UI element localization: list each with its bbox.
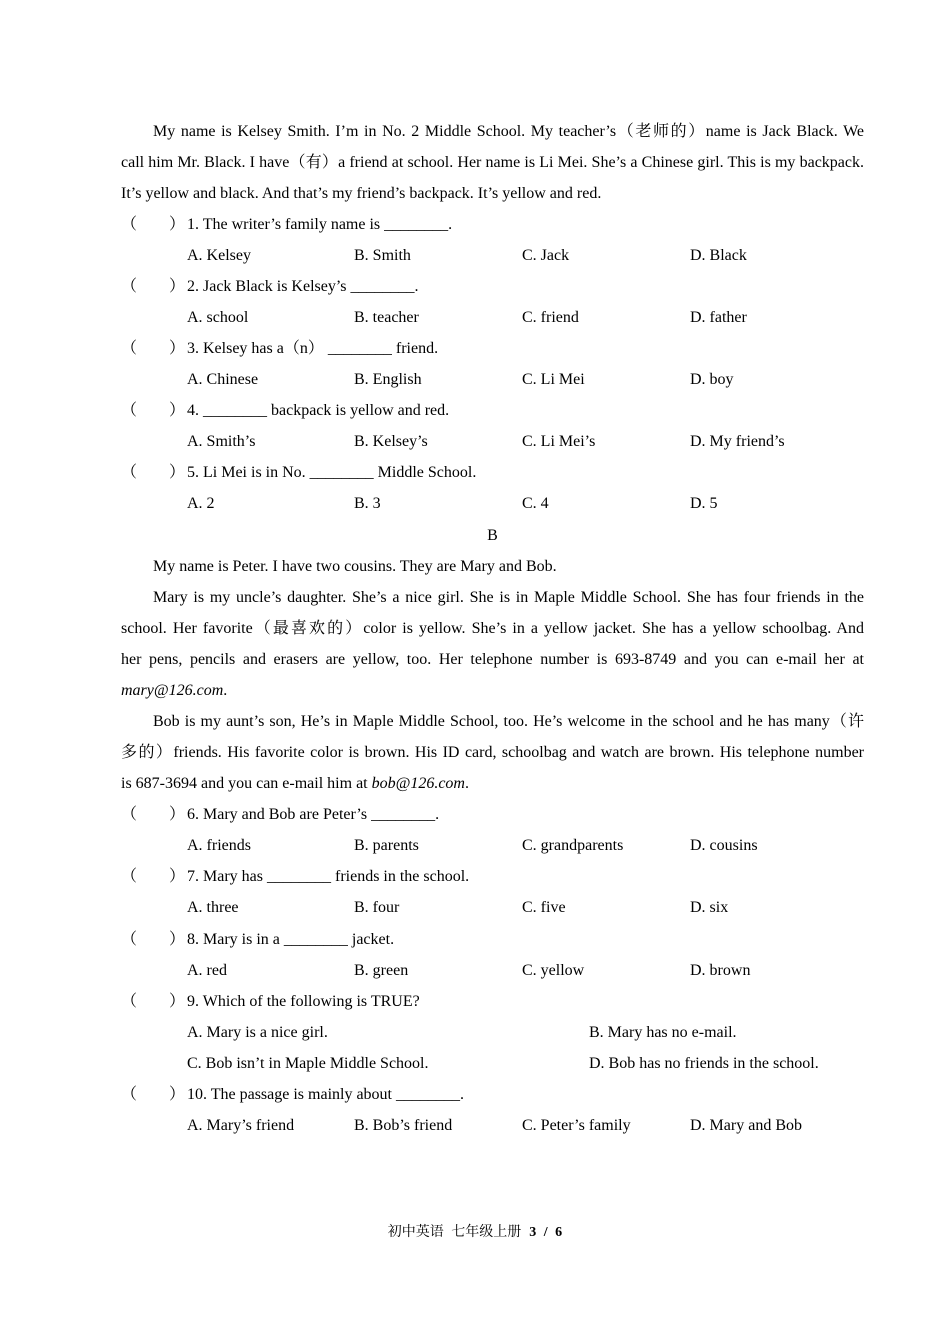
option-d: D. brown [690,961,751,979]
question-stem: 5. Li Mei is in No. ________ Middle School. [187,464,477,482]
option-c: C. five [522,899,566,917]
question-stem: 6. Mary and Bob are Peter’s ________. [187,806,440,824]
option-c: C. Li Mei’s [522,433,596,451]
question-5-options [121,488,864,519]
option-b: B. green [354,961,409,979]
question-5 [121,457,864,488]
option-c: C. grandparents [522,837,624,855]
question-9 [121,986,864,1017]
option-a: A. three [187,899,239,917]
passage-b-mary-line-1: Mary is my uncle’s daughter. She’s a nice girl. She is in Maple Middle School. She has four friends in the [153,588,864,606]
bob-line-prefix: is 687-3694 and you can e-mail him at [121,775,372,793]
option-b: B. teacher [354,308,419,326]
question-4 [121,395,864,426]
passage-a-line-2: call him Mr. Black. I have（有）a friend at school. Her name is Li Mei. She’s a Chinese girl. This is my backpack. [121,153,864,171]
option-c: C. friend [522,308,579,326]
passage-b-bob-line-3 [121,768,864,799]
question-7 [121,861,864,892]
answer-bracket-open: （ [121,806,138,824]
question-6 [121,799,864,830]
option-a: A. Smith’s [187,433,256,451]
option-c: C. 4 [522,495,549,513]
option-b: B. four [354,899,400,917]
option-d: D. cousins [690,837,758,855]
question-1 [121,209,864,240]
option-b: B. Mary has no e-mail. [589,1023,737,1041]
passage-b-bob-line-1: Bob is my aunt’s son, He’s in Maple Middle School, too. He’s welcome in the school and he has many（许 [153,712,864,730]
question-4-options [121,426,864,457]
passage-b-mary-line-2: school. Her favorite（最喜欢的）color is yellow. She’s in a yellow jacket. She has a yellow schoolbag. And [121,619,864,637]
question-3-options [121,364,864,395]
page-number: 3 / 6 [529,1225,563,1240]
option-c: C. Peter’s family [522,1117,631,1134]
question-stem: 9. Which of the following is TRUE? [187,992,420,1010]
answer-bracket-open: （ [121,215,138,233]
passage-a-line-1: My name is Kelsey Smith. I’m in No. 2 Middle School. My teacher’s（老师的）name is Jack Black. We [153,122,864,140]
answer-bracket-close: ） [169,402,186,420]
option-a: A. 2 [187,495,215,513]
option-c: C. Bob isn’t in Maple Middle School. [187,1054,429,1072]
passage-b-mary-line-3: her pens, pencils and erasers are yellow, too. Her telephone number is 693-8749 and you can e-mail her at [121,650,864,668]
answer-bracket-close: ） [169,340,186,358]
option-b: B. Smith [354,246,411,264]
answer-bracket-open: （ [121,464,138,482]
question-3 [121,333,864,364]
answer-bracket-close: ） [169,806,186,824]
question-2 [121,271,864,302]
answer-bracket-open: （ [121,340,138,358]
answer-bracket-close: ） [169,992,186,1010]
question-stem: 1. The writer’s family name is ________. [187,215,453,233]
question-9-options-row-1 [121,1017,864,1048]
question-2-options [121,302,864,333]
option-c: C. Jack [522,246,570,264]
question-stem: 10. The passage is mainly about ________. [187,1085,464,1103]
option-b: B. Bob’s friend [354,1117,453,1134]
option-d: D. Black [690,246,747,264]
question-7-options [121,892,864,923]
passage-b-intro: My name is Peter. I have two cousins. They are Mary and Bob. [153,557,557,575]
passage-a-line-3: It’s yellow and black. And that’s my friend’s backpack. It’s yellow and red. [121,184,602,202]
page-footer [0,1224,950,1242]
question-8 [121,924,864,955]
answer-bracket-open: （ [121,992,138,1010]
answer-bracket-open: （ [121,277,138,295]
answer-bracket-close: ） [169,868,186,886]
option-b: B. English [354,371,422,389]
option-a: A. Mary is a nice girl. [187,1023,328,1041]
answer-bracket-open: （ [121,930,138,948]
option-a: A. red [187,961,227,979]
option-c: C. yellow [522,961,585,979]
answer-bracket-close: ） [169,277,186,295]
option-d: D. six [690,899,729,917]
passage-b-bob-line-2: 多的）friends. His favorite color is brown. His ID card, schoolbag and watch are brown. His telephone number [121,744,864,762]
mary-email-suffix: . [223,681,228,699]
option-d: D. My friend’s [690,433,785,451]
question-6-options [121,830,864,861]
bob-email: bob@126.com [371,775,465,793]
question-stem: 8. Mary is in a ________ jacket. [187,930,395,948]
option-c: C. Li Mei [522,371,585,389]
answer-bracket-close: ） [169,215,186,233]
footer-course: 初中英语 七年级上册 [387,1225,522,1240]
question-stem: 7. Mary has ________ friends in the school. [187,868,470,886]
option-d: D. 5 [690,495,718,513]
question-10 [121,1079,864,1110]
option-a: A. Kelsey [187,246,251,264]
answer-bracket-close: ） [169,1085,186,1103]
question-1-options [121,240,864,271]
option-a: A. Mary’s friend [187,1117,295,1134]
option-a: A. school [187,308,249,326]
question-stem: 2. Jack Black is Kelsey’s ________. [187,277,419,295]
section-b-title: B [487,526,498,544]
mary-email: mary@126.com [121,681,224,699]
question-8-options [121,955,864,986]
option-b: B. 3 [354,495,381,513]
answer-bracket-close: ） [169,930,186,948]
answer-bracket-open: （ [121,868,138,886]
option-a: A. friends [187,837,251,855]
option-d: D. Mary and Bob [690,1117,802,1134]
question-9-options-row-2 [121,1048,864,1079]
answer-bracket-close: ） [169,464,186,482]
bob-email-suffix: . [464,775,469,793]
option-b: B. Kelsey’s [354,433,428,451]
page-content [121,116,864,1142]
option-d: D. Bob has no friends in the school. [589,1054,819,1072]
option-b: B. parents [354,837,419,855]
question-stem: 3. Kelsey has a（n） ________ friend. [187,340,439,358]
question-10-options [121,1110,864,1141]
option-d: D. boy [690,371,734,389]
option-d: D. father [690,308,747,326]
answer-bracket-open: （ [121,402,138,420]
answer-bracket-open: （ [121,1085,138,1103]
question-stem: 4. ________ backpack is yellow and red. [187,402,450,420]
option-a: A. Chinese [187,371,259,389]
passage-b-mary-line-4 [121,675,864,706]
